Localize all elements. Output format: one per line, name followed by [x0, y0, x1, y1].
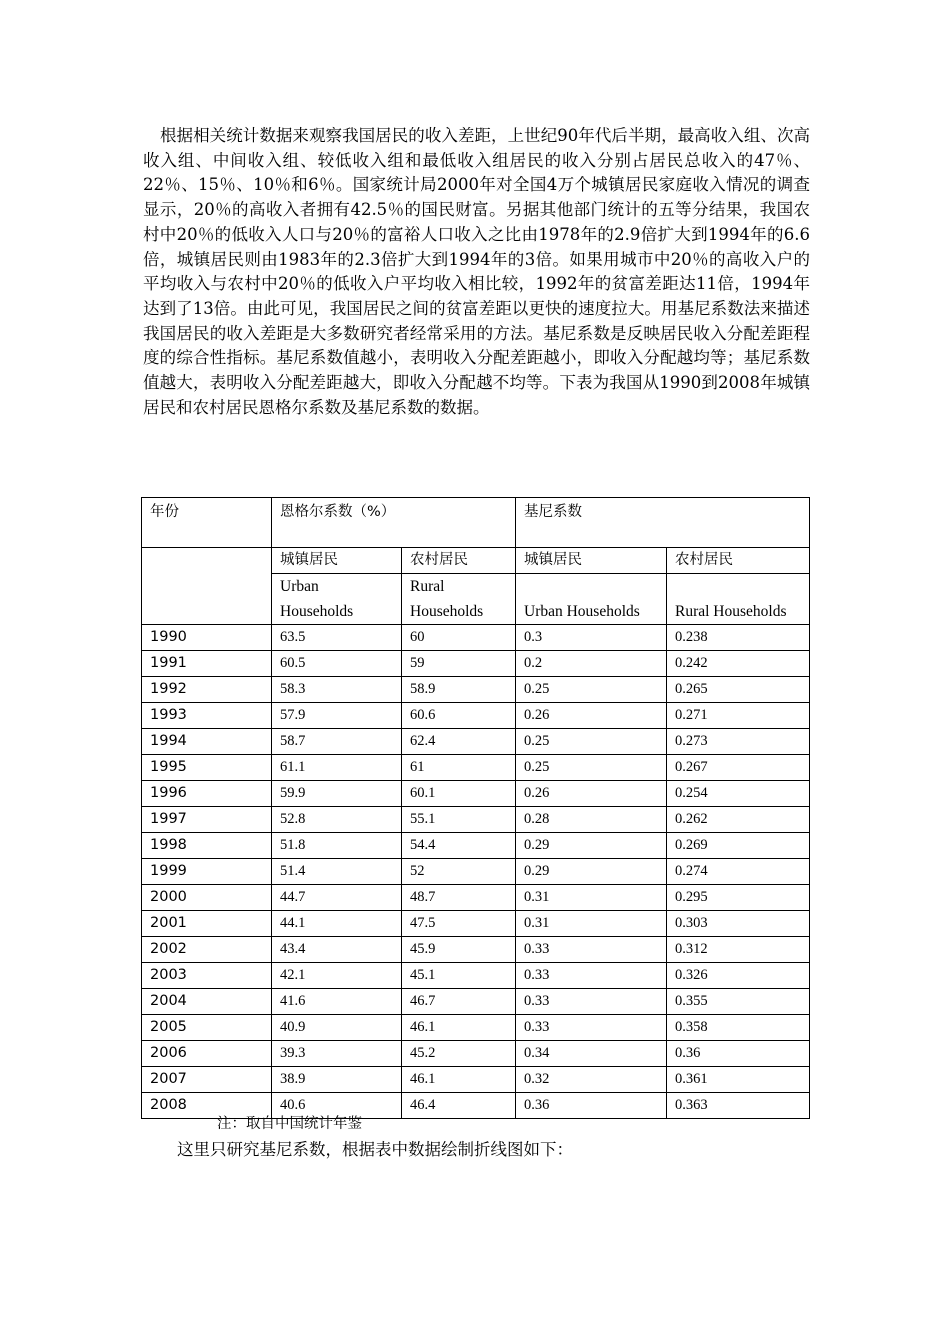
year-cell: 1990 — [142, 625, 272, 651]
engel-rural-cell: 61 — [402, 755, 516, 781]
gini-urban-cell: 0.31 — [516, 885, 667, 911]
engel-rural-cell: 60.1 — [402, 781, 516, 807]
coefficient-table — [141, 497, 810, 1119]
engel-urban-cell: 57.9 — [272, 703, 402, 729]
engel-urban-cell: 43.4 — [272, 937, 402, 963]
engel-rural-cell: 55.1 — [402, 807, 516, 833]
engel-rural-cell: 48.7 — [402, 885, 516, 911]
gini-urban-cell: 0.28 — [516, 807, 667, 833]
engel-urban-cell: 61.1 — [272, 755, 402, 781]
engel-rural-cell: 52 — [402, 859, 516, 885]
table-row — [142, 833, 810, 859]
table-row — [142, 1041, 810, 1067]
header-gini-urban-en: Urban Households — [524, 603, 640, 620]
table-row — [142, 703, 810, 729]
table-row — [142, 859, 810, 885]
table-row — [142, 885, 810, 911]
gini-rural-cell: 0.271 — [667, 703, 810, 729]
engel-rural-cell: 45.9 — [402, 937, 516, 963]
engel-rural-cell: 58.9 — [402, 677, 516, 703]
table-row — [142, 625, 810, 651]
gini-urban-cell: 0.29 — [516, 859, 667, 885]
gini-rural-cell: 0.265 — [667, 677, 810, 703]
engel-urban-cell: 60.5 — [272, 651, 402, 677]
engel-rural-cell: 45.2 — [402, 1041, 516, 1067]
year-cell: 2000 — [142, 885, 272, 911]
gini-urban-cell: 0.2 — [516, 651, 667, 677]
table-header-row-1 — [142, 498, 810, 548]
header-gini-rural-en: Rural Households — [675, 603, 787, 620]
engel-rural-cell: 60.6 — [402, 703, 516, 729]
gini-urban-cell: 0.25 — [516, 755, 667, 781]
gini-urban-cell: 0.26 — [516, 703, 667, 729]
gini-urban-cell: 0.33 — [516, 1015, 667, 1041]
year-cell: 1998 — [142, 833, 272, 859]
year-cell: 2008 — [142, 1093, 272, 1119]
table-row — [142, 1067, 810, 1093]
gini-rural-cell: 0.254 — [667, 781, 810, 807]
header-gini: 基尼系数 — [516, 498, 810, 548]
engel-urban-cell: 40.9 — [272, 1015, 402, 1041]
gini-rural-cell: 0.36 — [667, 1041, 810, 1067]
engel-rural-cell: 45.1 — [402, 963, 516, 989]
table-row — [142, 1015, 810, 1041]
engel-rural-cell: 60 — [402, 625, 516, 651]
table-row — [142, 755, 810, 781]
engel-rural-cell: 46.1 — [402, 1015, 516, 1041]
year-cell: 2005 — [142, 1015, 272, 1041]
engel-urban-cell: 44.1 — [272, 911, 402, 937]
year-cell: 1997 — [142, 807, 272, 833]
table-row — [142, 781, 810, 807]
engel-urban-cell: 38.9 — [272, 1067, 402, 1093]
gini-rural-cell: 0.295 — [667, 885, 810, 911]
header-engel-rural-en: Rural Households — [410, 578, 484, 620]
engel-urban-cell: 63.5 — [272, 625, 402, 651]
gini-rural-cell: 0.358 — [667, 1015, 810, 1041]
year-cell: 2007 — [142, 1067, 272, 1093]
gini-rural-cell: 0.238 — [667, 625, 810, 651]
year-cell: 1995 — [142, 755, 272, 781]
source-note: 注：取自中国统计年鉴 — [217, 1116, 362, 1132]
engel-urban-cell: 44.7 — [272, 885, 402, 911]
engel-urban-cell: 58.7 — [272, 729, 402, 755]
year-cell: 2002 — [142, 937, 272, 963]
year-cell: 2001 — [142, 911, 272, 937]
table-row — [142, 729, 810, 755]
engel-rural-cell: 59 — [402, 651, 516, 677]
header-gini-rural-en-cell — [667, 574, 810, 625]
table-row — [142, 677, 810, 703]
gini-rural-cell: 0.269 — [667, 833, 810, 859]
gini-rural-cell: 0.355 — [667, 989, 810, 1015]
table-row — [142, 963, 810, 989]
year-cell: 1993 — [142, 703, 272, 729]
gini-urban-cell: 0.33 — [516, 937, 667, 963]
gini-rural-cell: 0.242 — [667, 651, 810, 677]
header-engel-urban-en: Urban Households — [280, 578, 354, 620]
gini-urban-cell: 0.34 — [516, 1041, 667, 1067]
engel-rural-cell: 46.1 — [402, 1067, 516, 1093]
table-row — [142, 989, 810, 1015]
engel-urban-cell: 40.6 — [272, 1093, 402, 1119]
year-cell: 1991 — [142, 651, 272, 677]
gini-rural-cell: 0.361 — [667, 1067, 810, 1093]
engel-urban-cell: 39.3 — [272, 1041, 402, 1067]
engel-rural-cell: 46.4 — [402, 1093, 516, 1119]
gini-rural-cell: 0.274 — [667, 859, 810, 885]
year-cell: 2004 — [142, 989, 272, 1015]
closing-paragraph: 这里只研究基尼系数，根据表中数据绘制折线图如下： — [177, 1140, 573, 1159]
gini-urban-cell: 0.33 — [516, 963, 667, 989]
gini-urban-cell: 0.3 — [516, 625, 667, 651]
gini-urban-cell: 0.32 — [516, 1067, 667, 1093]
year-cell: 2003 — [142, 963, 272, 989]
header-gini-urban-cn: 城镇居民 — [516, 548, 667, 574]
gini-rural-cell: 0.303 — [667, 911, 810, 937]
header-engel-urban-cn: 城镇居民 — [272, 548, 402, 574]
table-row — [142, 911, 810, 937]
engel-rural-cell: 47.5 — [402, 911, 516, 937]
year-cell: 2006 — [142, 1041, 272, 1067]
gini-rural-cell: 0.273 — [667, 729, 810, 755]
engel-urban-cell: 51.4 — [272, 859, 402, 885]
gini-urban-cell: 0.29 — [516, 833, 667, 859]
header-engel-urban-en-cell — [272, 574, 402, 625]
engel-urban-cell: 59.9 — [272, 781, 402, 807]
engel-rural-cell: 62.4 — [402, 729, 516, 755]
gini-urban-cell: 0.36 — [516, 1093, 667, 1119]
table-row — [142, 651, 810, 677]
year-cell: 1996 — [142, 781, 272, 807]
gini-urban-cell: 0.25 — [516, 729, 667, 755]
table-header-row-2 — [142, 548, 810, 574]
gini-rural-cell: 0.363 — [667, 1093, 810, 1119]
year-cell: 1994 — [142, 729, 272, 755]
header-engel-rural-cn: 农村居民 — [402, 548, 516, 574]
gini-rural-cell: 0.312 — [667, 937, 810, 963]
engel-rural-cell: 54.4 — [402, 833, 516, 859]
engel-urban-cell: 51.8 — [272, 833, 402, 859]
table-row — [142, 807, 810, 833]
engel-urban-cell: 58.3 — [272, 677, 402, 703]
engel-urban-cell: 41.6 — [272, 989, 402, 1015]
gini-urban-cell: 0.33 — [516, 989, 667, 1015]
table-row — [142, 937, 810, 963]
gini-urban-cell: 0.25 — [516, 677, 667, 703]
year-cell: 1992 — [142, 677, 272, 703]
header-year: 年份 — [142, 498, 272, 548]
intro-paragraph: 根据相关统计数据来观察我国居民的收入差距，上世纪90年代后半期，最高收入组、次高收入组、中间收入组、较低收入组和最低收入组居民的收入分别占居民总收入的47％、22％、15％、10％和6％。国家统计局2000年对全国4万个城镇居民家庭收入情况的调查显示，20％的高收入者拥有42.5％的国民财富。另据其他部门统计的五等分结果，我国农村中20％的低收入人口与20％的富裕人口收入之比由1978年的2.9倍扩大到1994年的6.6倍，城镇居民则由1983年的2.3倍扩大到1994年的3倍。如果用城市中20％的高收入户的平均收入与农村中20％的低收入户平均收入相比较，1992年的贫富差距达11倍，1994年达到了13倍。由此可见，我国居民之间的贫富差距以更快的速度拉大。用基尼系数法来描述我国居民的收入差距是大多数研究者经常采用的方法。基尼系数是反映居民收入分配差距程度的综合性指标。基尼系数值越小，表明收入分配差距越小，即收入分配越均等；基尼系数值越大，表明收入分配差距越大，即收入分配越不均等。下表为我国从1990到2008年城镇居民和农村居民恩格尔系数及基尼系数的数据。 — [143, 126, 810, 417]
engel-urban-cell: 52.8 — [272, 807, 402, 833]
gini-rural-cell: 0.326 — [667, 963, 810, 989]
header-engel-rural-en-cell — [402, 574, 516, 625]
engel-rural-cell: 46.7 — [402, 989, 516, 1015]
header-gini-urban-en-cell — [516, 574, 667, 625]
gini-rural-cell: 0.262 — [667, 807, 810, 833]
header-engel: 恩格尔系数（%） — [272, 498, 516, 548]
year-cell: 1999 — [142, 859, 272, 885]
header-gini-rural-cn: 农村居民 — [667, 548, 810, 574]
header-blank-cell — [142, 548, 272, 625]
gini-urban-cell: 0.31 — [516, 911, 667, 937]
gini-urban-cell: 0.26 — [516, 781, 667, 807]
gini-rural-cell: 0.267 — [667, 755, 810, 781]
engel-urban-cell: 42.1 — [272, 963, 402, 989]
